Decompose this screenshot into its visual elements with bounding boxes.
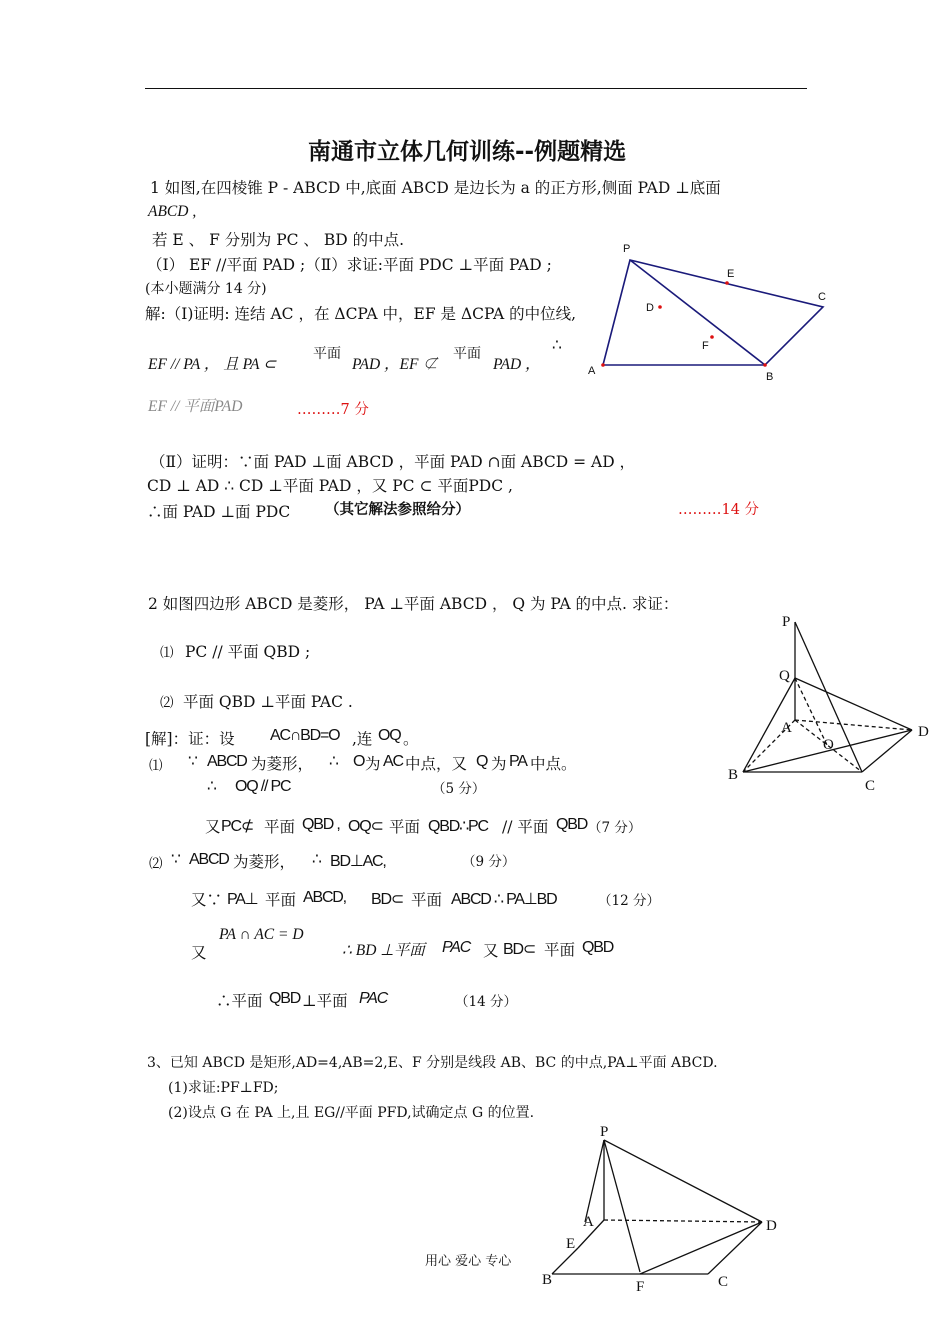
p2-l11d: PAC [359,990,388,1007]
p2-l9e: BD⊂ [371,891,404,908]
p2-l10h: QBD [582,939,614,956]
p2-l5f: 为 [365,755,381,773]
p2-l9f: 平面 [411,891,443,909]
p1-label-e: E [727,268,735,280]
p2-edge-qo [795,678,827,745]
p2-l7a: 又 [205,818,221,836]
p2-l10a: PA ∩ AC = D [219,926,304,943]
p2-l8e: BD⊥AC, [330,853,386,870]
p3-edge-cd [708,1222,762,1274]
p3-edge-pb [585,1140,604,1222]
p2-l7i: QBD [556,816,588,833]
p2-label-b: B [728,767,739,783]
p2-l6b: OQ // PC [235,778,291,795]
p1-label-a: A [588,365,596,377]
p2-sol-b: AC∩BD=O [270,727,340,744]
page-footer: 用心 爱心 专心 [425,1250,511,1269]
p1-line8: EF // 平面PAD [148,398,243,415]
p2-sol-e: 。 [403,730,419,748]
p1-line10: CD ⊥ AD ∴ CD ⊥平面 PAD ，又 PC ⊂ 平面PDC , [147,477,513,495]
header-rule [145,88,807,89]
p2-l9a: 又∵ [191,891,223,909]
p2-label-c: C [865,778,876,794]
p2-l5g: AC [383,753,403,770]
p2-l5d: ∴ [329,752,339,770]
p3-label-d: D [766,1218,777,1234]
p2-sol-a: [解]：证：设 [145,730,235,748]
p3-label-c: C [718,1274,729,1290]
p1-line7a: EF // PA ， 且 PA ⊂ [148,356,277,373]
p2-l10d: PAC [442,939,471,956]
p3-edge-pf [604,1140,640,1272]
p2-l5e: O [353,753,365,770]
p2-l9b: PA⊥ [227,891,258,908]
p2-l5c: 为菱形， [251,755,314,773]
p2-l11b: QBD [269,990,301,1007]
p3-line3: (2)设点 G 在 PA 上,且 EG//平面 PFD,试确定点 G 的位置. [168,1105,535,1121]
p2-l7h: // 平面 [502,818,549,836]
p3-line1: 3、已知 ABCD 是矩形,AD=4,AB=2,E、F 分别是线段 AB、BC 的中点,PA⊥平面 ABCD. [147,1055,718,1071]
p3-label-p: P [600,1124,609,1140]
p2-l5i: Q [476,753,488,770]
p1-note: （其它解法参照给分） [325,501,470,518]
p1-label-f: F [702,340,709,352]
p1-line7f: ∴ [552,336,562,354]
p1-line3: 若 E 、 F 分别为 PC 、 BD 的中点. [152,231,405,249]
p2-l7e: OQ⊂ [348,818,383,835]
p1-line2: ABCD , [148,203,197,220]
p1-line9: （Ⅱ）证明：∵面 PAD ⊥面 ABCD ，平面 PAD ∩面 ABCD = AD ， [150,453,636,471]
p3-label-b: B [542,1272,553,1288]
p2-l5j: 为 [491,755,507,773]
p2-l5k: PA [509,753,527,770]
p1-point-e [725,281,729,285]
p2-l7c: 平面 [264,818,296,836]
p2-l10c: ∴ BD ⊥平面 [342,942,425,959]
p1-point-d [658,305,662,309]
p2-line1: 2 如图四边形 ABCD 是菱形， PA ⊥平面 ABCD ， Q 为 PA 的中点. 求证： [148,595,679,613]
p1-line7b: 平面 [313,346,341,362]
p1-line6: 解:（Ⅰ)证明: 连结 AC ，在 ΔCPA 中，EF 是 ΔCPA 的中位线, [145,305,577,323]
p2-score5: （5 分） [432,781,486,797]
p2-label-a: A [781,720,792,736]
p1-label-d: D [646,302,654,314]
p2-l5h: 中点，又 [405,755,468,773]
p1-score-7: ………7 分 [297,402,369,418]
p1-label-c: C [818,291,826,303]
p2-n1: ⑴ [149,758,163,774]
p2-l10e: 又 [483,942,499,960]
p2-sol-d: OQ [378,727,401,744]
p2-label-p: P [782,614,791,630]
p2-l9g: ABCD ∴ PA⊥BD [451,891,557,908]
p2-label-d: D [918,724,929,740]
p2-num2: ⑵ [160,695,174,711]
p1-line7d: 平面 [453,346,481,362]
p2-l8d: ∴ [312,850,322,868]
p3-edge-ad [604,1220,762,1222]
p2-sol-c: ,连 [352,730,373,748]
p1-score-14: ………14 分 [678,502,760,518]
p2-l7g: QBD∴PC [428,818,488,835]
p2-n2: ⑵ [149,856,163,872]
p1-line7e: PAD ， [493,356,541,373]
p2-l5a: ∵ [188,752,198,770]
p2-l8b: ABCD [189,851,229,868]
p1-line11: ∴面 PAD ⊥面 PDC [147,503,291,521]
p2-edge-qd [795,678,912,730]
p3-label-a: A [583,1214,594,1230]
p2-l7d: QBD , [302,816,340,833]
p2-l11a: ∴平面 [216,992,263,1010]
p2-l6a: ∴ [207,777,217,795]
p2-label-q: Q [779,668,790,684]
p2-l9c: 平面 [265,891,297,909]
p2-l11c: ⊥平面 [302,992,348,1010]
p2-l9d: ABCD, [303,889,346,906]
p3-edge-pd [604,1140,762,1222]
p2-l5b: ABCD [207,753,247,770]
p2-score7: （7 分） [588,820,642,836]
p2-l8c: 为菱形， [233,853,296,871]
p2-num1: ⑴ [160,645,174,661]
p2-score9: （9 分） [462,854,516,870]
p3-label-e: E [566,1236,576,1252]
p3-label-f: F [636,1279,645,1295]
p2-l7f: 平面 [389,818,421,836]
p2-line3: 平面 QBD ⊥平面 PAC . [183,693,353,711]
p1-label-p: P [623,243,631,255]
p3-figure [530,1122,790,1294]
p2-l10b: 又 [191,944,207,962]
p3-edge-fd [640,1222,762,1274]
p2-score12: （12 分） [598,893,660,909]
p2-l7b: PC⊄ [221,818,254,835]
p2-score14: （14 分） [455,994,517,1010]
p1-line1: 1 如图,在四棱锥 P - ABCD 中,底面 ABCD 是边长为 a 的正方形,侧面 PAD ⊥底面 [150,179,721,197]
p1-line5: (本小题满分 14 分) [145,281,267,297]
p2-line2: PC // 平面 QBD ; [185,643,311,661]
p1-line4: （Ⅰ） EF //平面 PAD ;（Ⅱ）求证:平面 PDC ⊥平面 PAD ; [147,256,552,274]
p2-figure [725,612,935,792]
p1-point-f [710,335,714,339]
p2-l8a: ∵ [171,850,181,868]
p1-line7c: PAD ，EF ⊄ [352,356,438,373]
p1-point-a [601,363,605,367]
p2-l10g: 平面 [544,941,576,959]
p1-label-b: B [766,371,774,383]
p2-l5l: 中点。 [530,755,577,773]
p1-point-b [763,363,767,367]
p1-figure [585,240,835,385]
p2-l10f: BD⊂ [503,941,536,958]
p3-line2: (1)求证:PF⊥FD; [168,1080,279,1096]
p2-label-o: O [823,737,834,753]
p1-fig-outline [603,260,823,365]
page-title: 南通市立体几何训练--例题精选 [308,139,627,165]
